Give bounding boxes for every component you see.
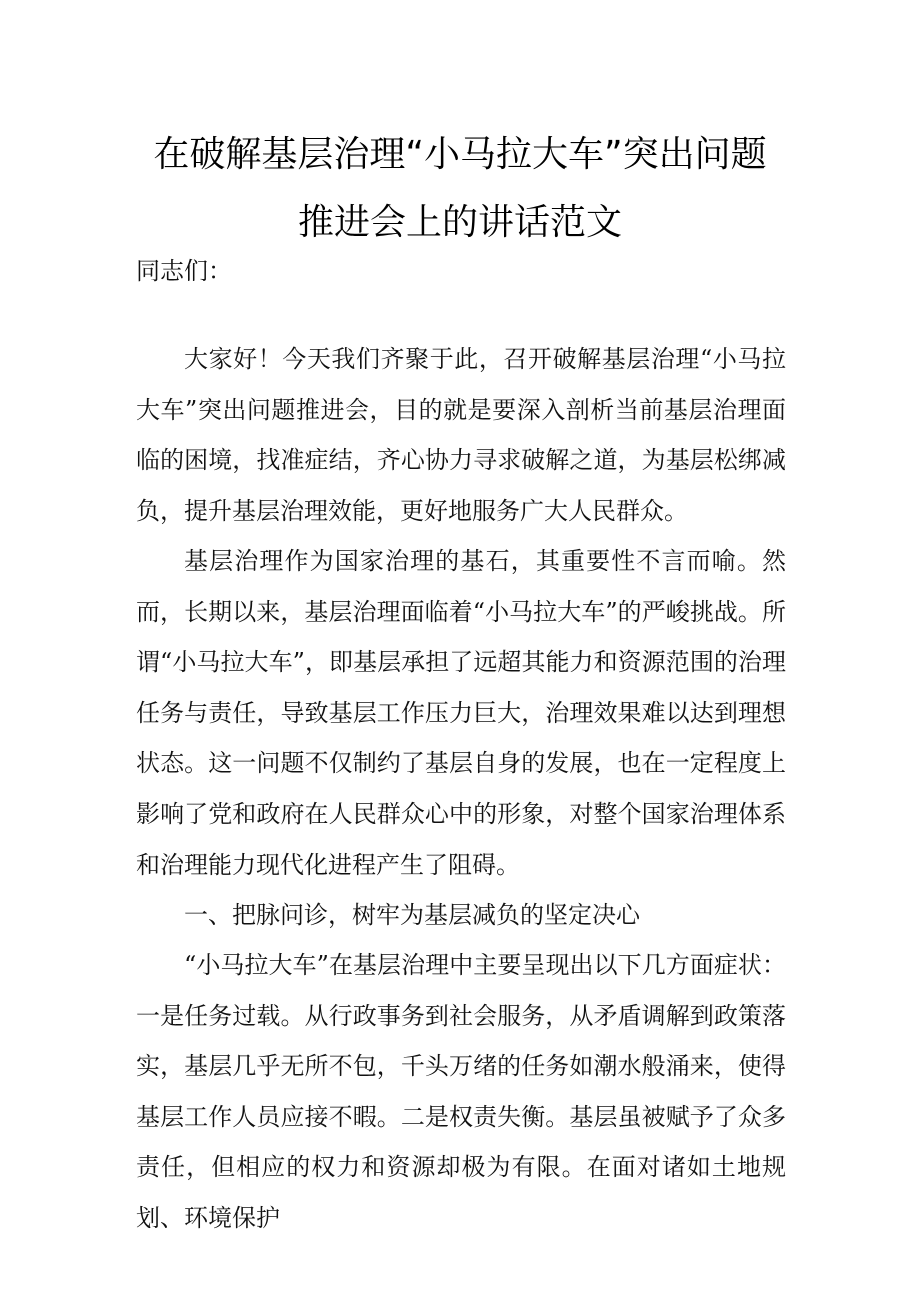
paragraph-section-1: “小马拉大车”在基层治理中主要呈现出以下几方面症状：一是任务过载。从行政事务到社会服务，从矛盾调解到政策落实，基层几乎无所不包，千头万绪的任务如潮水般涌来，使得基层工作人员应接不暇。二是权责失衡。基层虽被赋予了众多责任，但相应的权力和资源却极为有限。在面对诸如土地规划、环境保护 [136,951,786,1232]
salutation: 同志们： [136,257,232,285]
document-title-line-1: 在破解基层治理“小马拉大车”突出问题 [153,134,767,175]
paragraph-opening: 大家好！今天我们齐聚于此，召开破解基层治理“小马拉大车”突出问题推进会，目的就是要深入剖析当前基层治理面临的困境，找准症结，齐心协力寻求破解之道，为基层松绑减负，提升基层治理效能，更好地服务广大人民群众。 [136,345,786,525]
document-title-line-2: 推进会上的讲话范文 [297,202,622,243]
section-heading-1: 一、把脉问诊，树牢为基层减负的坚定决心 [184,901,640,929]
paragraph-background: 基层治理作为国家治理的基石，其重要性不言而喻。然而，长期以来，基层治理面临着“小马拉大车”的严峻挑战。所谓“小马拉大车”，即基层承担了远超其能力和资源范围的治理任务与责任，导致基层工作压力巨大，治理效果难以达到理想状态。这一问题不仅制约了基层自身的发展，也在一定程度上影响了党和政府在人民群众心中的形象，对整个国家治理体系和治理能力现代化进程产生了阻碍。 [136,547,786,879]
